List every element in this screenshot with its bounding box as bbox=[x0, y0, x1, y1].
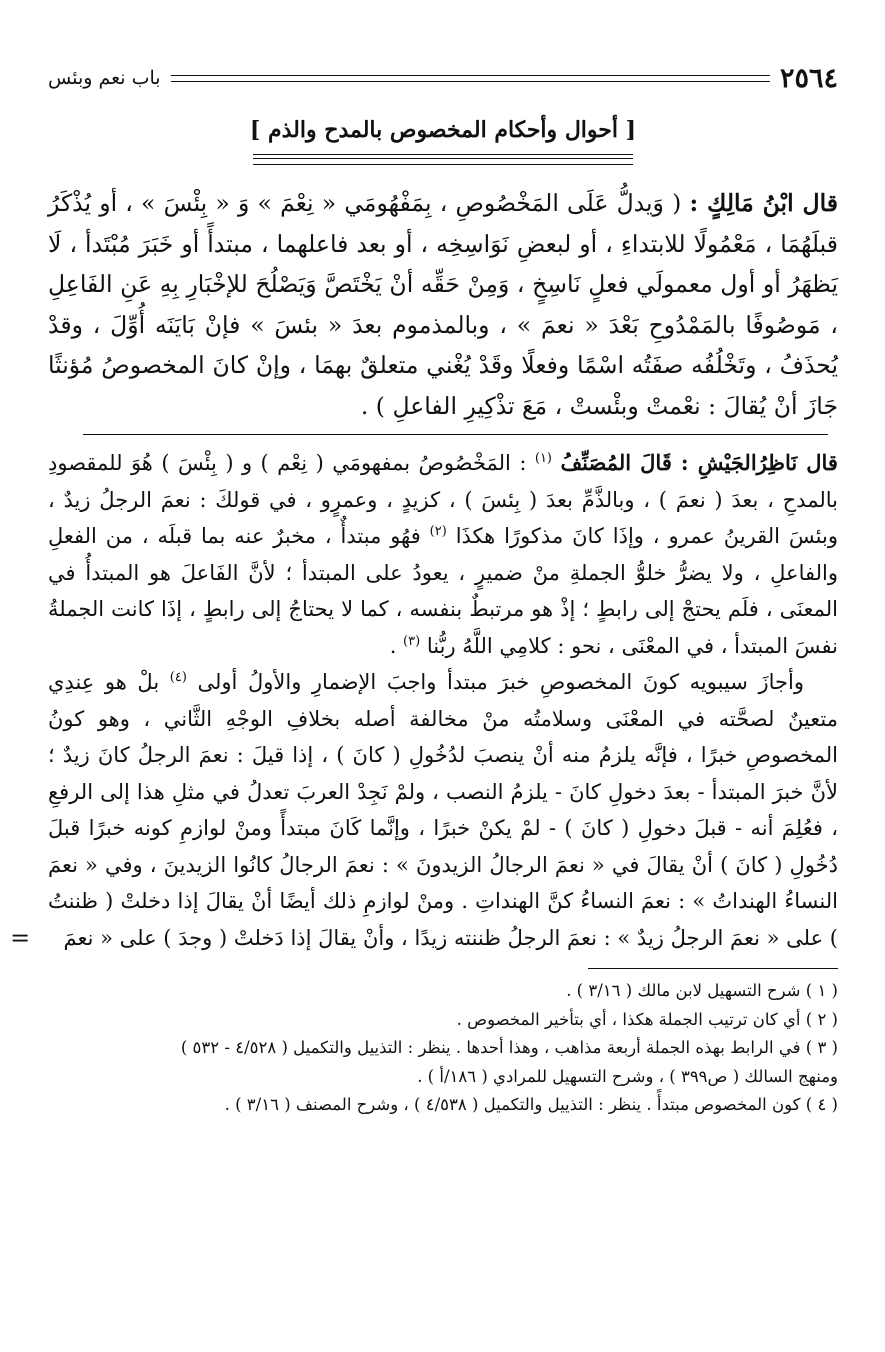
commentary-paragraph-1: قال نَاظِرُالجَيْشِ : قَالَ المُصَنِّفُ $^{(١)}$ : المَخْصُوصُ بمفهومَي ( نِعْم ) و ( بِئْسَ ) هُوَ للمقصودِ بالمدحِ ، بعدَ ( نعمَ ) ، وبالذَّمِّ بعدَ ( بِئسَ ) ، كزيدٍ ، وعمرٍو ، في قولكَ : نعمَ الرجلُ زيدٌ ، وبئسَ القرينُ عمرو ، وإذَا كانَ مذكورًا هكذَا $^{(٢)}$ فهُو مبتدأٌ ، مخبرٌ عنه بما قبلَه ، من الفعلِ والفاعلِ ، ولا يضرُّ خلوُّ الجملةِ منْ ضميرٍ ، يعودُ على المبتدأ ؛ لأنَّ الفَاعلَ هو المبتدأُ في المعنَى ، فلَم يحتجْ إلى رابطٍ ؛ إذْ هو مرتبطٌ بنفسه ، كما لا يحتاجُ إلى رابطٍ ، إذَا كانت الجملةُ نفسَ المبتدأ ، في المعْنَى ، نحو : كلامِي اللَّهُ ربُّنا $^{(٣)}$ . bbox=[48, 450, 838, 658]
commentary-text-1b: فهُو مبتدأٌ ، مخبرٌ عنه بما قبلَه ، من الفعلِ والفاعلِ ، ولا يضرُّ خلوُّ الجملةِ منْ ضميرٍ ، يعودُ على المبتدأ ؛ لأنَّ الفَاعلَ هو المبتدأُ في المعنَى ، فلَم يحتجْ إلى رابطٍ ؛ إذْ هو مرتبطٌ بنفسه ، كما لا يحتاجُ إلى رابطٍ ، إذَا كانت الجملةُ نفسَ المبتدأ ، في المعْنَى ، نحو : كلامِي اللَّهُ ربُّنا bbox=[48, 524, 838, 658]
book-page bbox=[10, 58, 838, 1120]
footnote-ref-2: (٢) bbox=[429, 524, 447, 539]
footnote-separator bbox=[588, 968, 838, 969]
matn-text: ( وَيدلُّ عَلَى المَخْصُوصِ ، بِمَفْهُومَي « نِعْمَ » وَ « بِئْسَ » ، أو يُذْكَرُ قبلَهُمَا ، مَعْمُولًا للابتداءِ ، أو لبعضِ نَوَاسِخِه ، أو بعد فاعلهما ، مبتدأً أو خَبَرَ مُبْتَدأ ، لَا يَظهَرُ أو أول معمولَي فعلٍ نَاسِخٍ ، وَمِنْ حَقِّه أنْ يَخْتَصَّ وَيَصْلُحَ للإخْبَارِ بِهِ عَنِ الفَاعِلِ ، مَوصُوفًا بالمَمْدُوحِ بَعْدَ « نعمَ » ، وبالمذموم بعدَ « بئسَ » فإنْ بَايَنَه أُوِّلَ ، وقدْ يُحذَفُ ، وتَخْلُفُه صفَتُه اسْمًا وفعلًا وقَدْ يُغْني متعلقٌ بهمَا ، وإنْ كانَ المخصوصُ مُؤنثًا جَازَ أنْ يُقالَ : نعْمتْ وبئْستْ ، مَعَ تذْكِيرِ الفاعلِ ) . bbox=[48, 189, 838, 420]
commentary bbox=[10, 445, 838, 956]
commentary-text-1a: : المَخْصُوصُ بمفهومَي ( نِعْم ) و ( بِئْسَ ) هُوَ للمقصودِ بالمدحِ ، بعدَ ( نعمَ ) ، وبالذَّمِّ بعدَ ( بِئسَ ) ، كزيدٍ ، وعمرٍو ، في قولكَ : نعمَ الرجلُ زيدٌ ، وبئسَ القرينُ عمرو ، وإذَا كانَ مذكورًا هكذَا bbox=[48, 451, 838, 548]
footnote-3-cont: ومنهج السالك ( ص٣٩٩ ) ، وشرح التسهيل للمرادي ( ١٨٦/أ ) . bbox=[417, 1066, 838, 1086]
footnote-4: ( ٤ ) كون المخصوص مبتدأً . ينظر : التذييل والتكميل ( ٤/٥٣٨ ) ، وشرح المصنف ( ٣/١٦ ) . bbox=[224, 1095, 838, 1114]
running-title: باب نعم وبئس bbox=[48, 67, 161, 89]
section-title: [ أحوال وأحكام المخصوص بالمدح والذم ] bbox=[249, 117, 637, 143]
continues-mark: = bbox=[10, 923, 31, 952]
page-header bbox=[48, 58, 838, 98]
header-double-rule bbox=[171, 75, 770, 82]
footnote-1: ( ١ ) شرح التسهيل لابن مالك ( ٣/١٦ ) . bbox=[566, 981, 838, 1000]
commentary-speaker: قال نَاظِرُالجَيْشِ : قَالَ المُصَنِّفُ bbox=[560, 450, 838, 475]
footnote-ref-3: (٣) bbox=[403, 633, 421, 649]
matn-quote bbox=[48, 183, 838, 426]
footnote-3: ( ٣ ) في الرابط بهذه الجملة أربعة مذاهب ، وهذا أحدها . ينظر : التذييل والتكميل ( ٤/٥٢٨ - ٥٣٢ ) bbox=[180, 1038, 838, 1057]
footnote-2: ( ٢ ) أي كان ترتيب الجملة هكذا ، أي بتأخير المخصوص . bbox=[456, 1009, 838, 1029]
footnote-ref-4: (٤) bbox=[169, 670, 187, 685]
commentary-paragraph-2 bbox=[10, 664, 838, 956]
matn-speaker: قال ابْنُ مَالِكٍ : bbox=[689, 189, 838, 217]
title-triple-rule bbox=[253, 154, 633, 165]
commentary-text-2b: بلْ هو عِندِي متعينٌ لصحَّته في المعْنَى وسلامتُه منْ مخالفة أصله بخلافِ الوجْهِ الثَّاني ، وهو كونُ المخصوصِ خبرًا ، فإنَّه يلزمُ منه أنْ ينصبَ لدُخُولِ ( كانَ ) ، إذا قيلَ : نعمَ الرجلُ كانَ زيدٌ ؛ لأنَّ خبرَ المبتدأ - بعدَ دخولِ كانَ - يلزمُ النصب ، ولمْ نَجِدْ العربَ تعدلُ في مثلِ هذا إلى الرفعِ ، فعُلِمَ أنه - قبلَ دخولِ ( كانَ ) - لمْ يكنْ خبرًا ، وإنَّما كَانَ مبتدأً ومنْ لوازمِ كونه خبرًا قبلَ دُخُولِ ( كانَ ) أنْ يقالَ في « نعمَ الرجالُ الزيدونَ » : نعمَ الرجالُ كانُوا الزيدينَ ، وفي « نعمَ النساءُ الهنداتُ » : نعمَ النساءُ كنَّ الهنداتِ . ومنْ لوازمِ ذلك أيضًا أنْ يقالَ إذا دخلتْ ( ظننتُ ) على « نعمَ الرجلُ زيدٌ » : نعمَ الرجلُ ظننته زيدًا ، وأنْ يقالَ إذا دَخلتْ ( وجدَ ) على « نعمَ bbox=[48, 670, 838, 950]
footnote-ref-1: (١) bbox=[534, 451, 552, 466]
page-number: ٢٥٦٤ bbox=[779, 62, 838, 94]
footnotes bbox=[48, 977, 838, 1120]
matn-rule bbox=[83, 434, 828, 435]
commentary-text-2a: وأجازَ سيبويه كونَ المخصوصِ خبرَ مبتدأ واجبَ الإضمارِ والأولُ أولى bbox=[197, 670, 804, 694]
